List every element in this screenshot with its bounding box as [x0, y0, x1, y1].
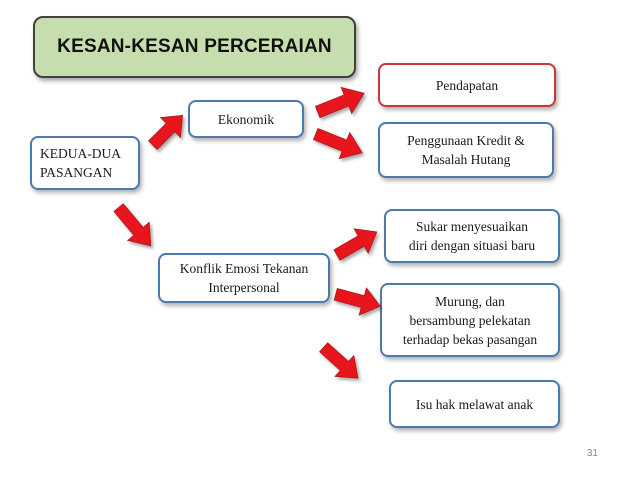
arrow-ekonomik-to-pendapatan — [313, 80, 370, 125]
arrow-root-to-konflik — [108, 199, 162, 255]
node-ekonomik-label: Ekonomik — [217, 111, 275, 127]
node-sukar-menyesuaikan-label: Sukar menyesuaikan diri dengan situasi baru — [408, 219, 536, 253]
node-penggunaan-kredit-label: Penggunaan Kredit & Masalah Hutang — [407, 133, 525, 167]
arrow-konflik-to-isu — [314, 337, 367, 389]
arrow-ekonomik-to-kredit — [311, 121, 368, 166]
node-kedua-dua-pasangan-label: KEDUA-DUA PASANGAN — [40, 146, 121, 180]
node-isu-hak-melawat-label: Isu hak melawat anak — [415, 396, 534, 412]
arrow-root-to-ekonomik — [143, 106, 192, 155]
node-konflik-emosi-label: Konflik Emosi Tekanan Interpersonal — [179, 261, 309, 295]
slide-title: KESAN-KESAN PERCERAIAN — [33, 16, 356, 78]
arrow-konflik-to-murung — [332, 281, 384, 320]
arrow-konflik-to-sukar — [330, 220, 384, 267]
page-number: 31 — [586, 448, 598, 459]
node-murung-label: Murung, dan bersambung pelekatan terhadap bekas pasangan — [402, 293, 538, 347]
node-pendapatan-label: Pendapatan — [435, 77, 499, 93]
